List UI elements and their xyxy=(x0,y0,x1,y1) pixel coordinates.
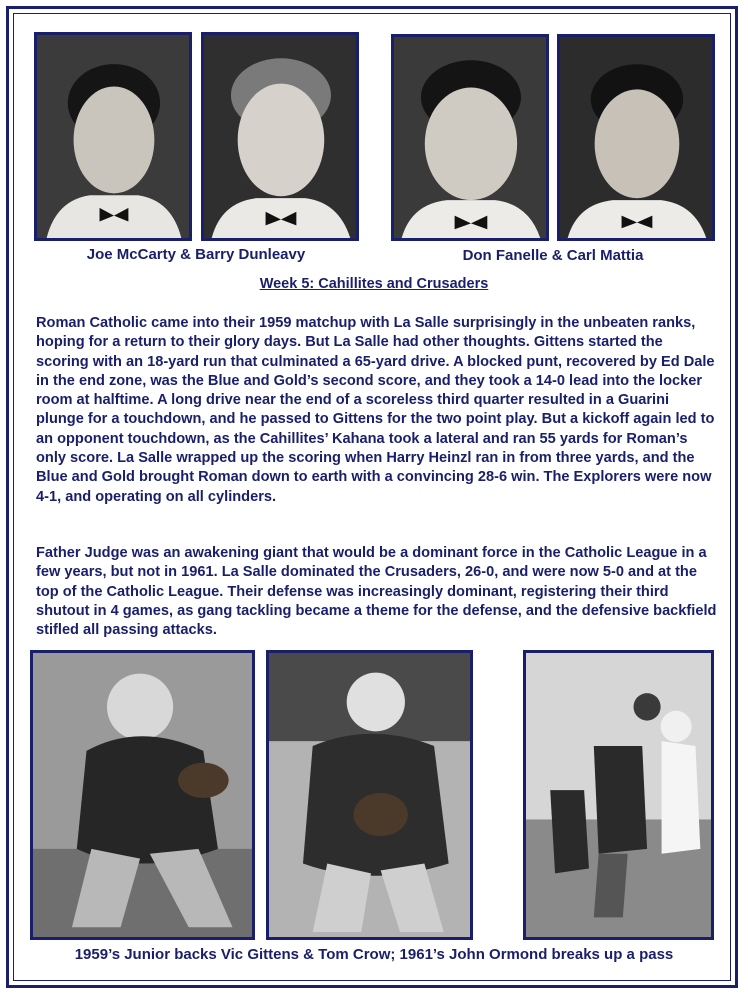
bottom-caption: 1959’s Junior backs Vic Gittens & Tom Crow; 1961’s John Ormond breaks up a pass xyxy=(74,946,674,963)
action-photo-vic-gittens xyxy=(30,650,255,940)
portrait-caption-right: Don Fanelle & Carl Mattia xyxy=(462,247,644,264)
paragraph-father-judge: Father Judge was an awakening giant that would be a dominant force in the Catholic League in a few years, but not in 1961. La Salle dominated the Crusaders, 26-0, and were now 5-0 and at the top of the Catholic League. Their defense was increasingly dominant, registering their third shutout in 4 games, as gang tackling became a theme for the defense, and the defensive backfield stifled all passing attacks. xyxy=(36,545,717,639)
portrait-barry-dunleavy xyxy=(201,32,359,241)
portrait-caption-left: Joe McCarty & Barry Dunleavy xyxy=(86,246,306,263)
portrait-carl-mattia xyxy=(557,34,715,241)
portrait-don-fanelle xyxy=(391,34,549,241)
action-photo-tom-crow xyxy=(266,650,473,940)
section-heading: Week 5: Cahillites and Crusaders xyxy=(259,276,489,292)
paragraph-roman-catholic: Roman Catholic came into their 1959 matchup with La Salle surprisingly in the unbeaten ranks, hoping for a return to their glory days. But La Salle had other thoughts. Gittens started the scoring with an 18-yard run that culminated a 65-yard drive. A blocked punt, recovered by Ed Dale in the end zone, was the Blue and Gold’s second score, and they took a 14-0 lead into the locker room at halftime. A long drive near the end of a scoreless third quarter resulted in a Guarini plunge for a touchdown, and he passed to Gittens for the two point play. But a kickoff again led to an opponent touchdown, as the Cahillites’ Kahana took a lateral and ran 55 yards for Roman’s only score. La Salle wrapped up the scoring when Harry Heinzl ran in from three yards, and the Blue and Gold brought Roman down to earth with a convincing 28-6 win. The Explorers were now 4-1, and operating on all cylinders. xyxy=(36,315,715,505)
action-photo-john-ormond xyxy=(523,650,714,940)
portrait-joe-mccarty xyxy=(34,32,192,241)
